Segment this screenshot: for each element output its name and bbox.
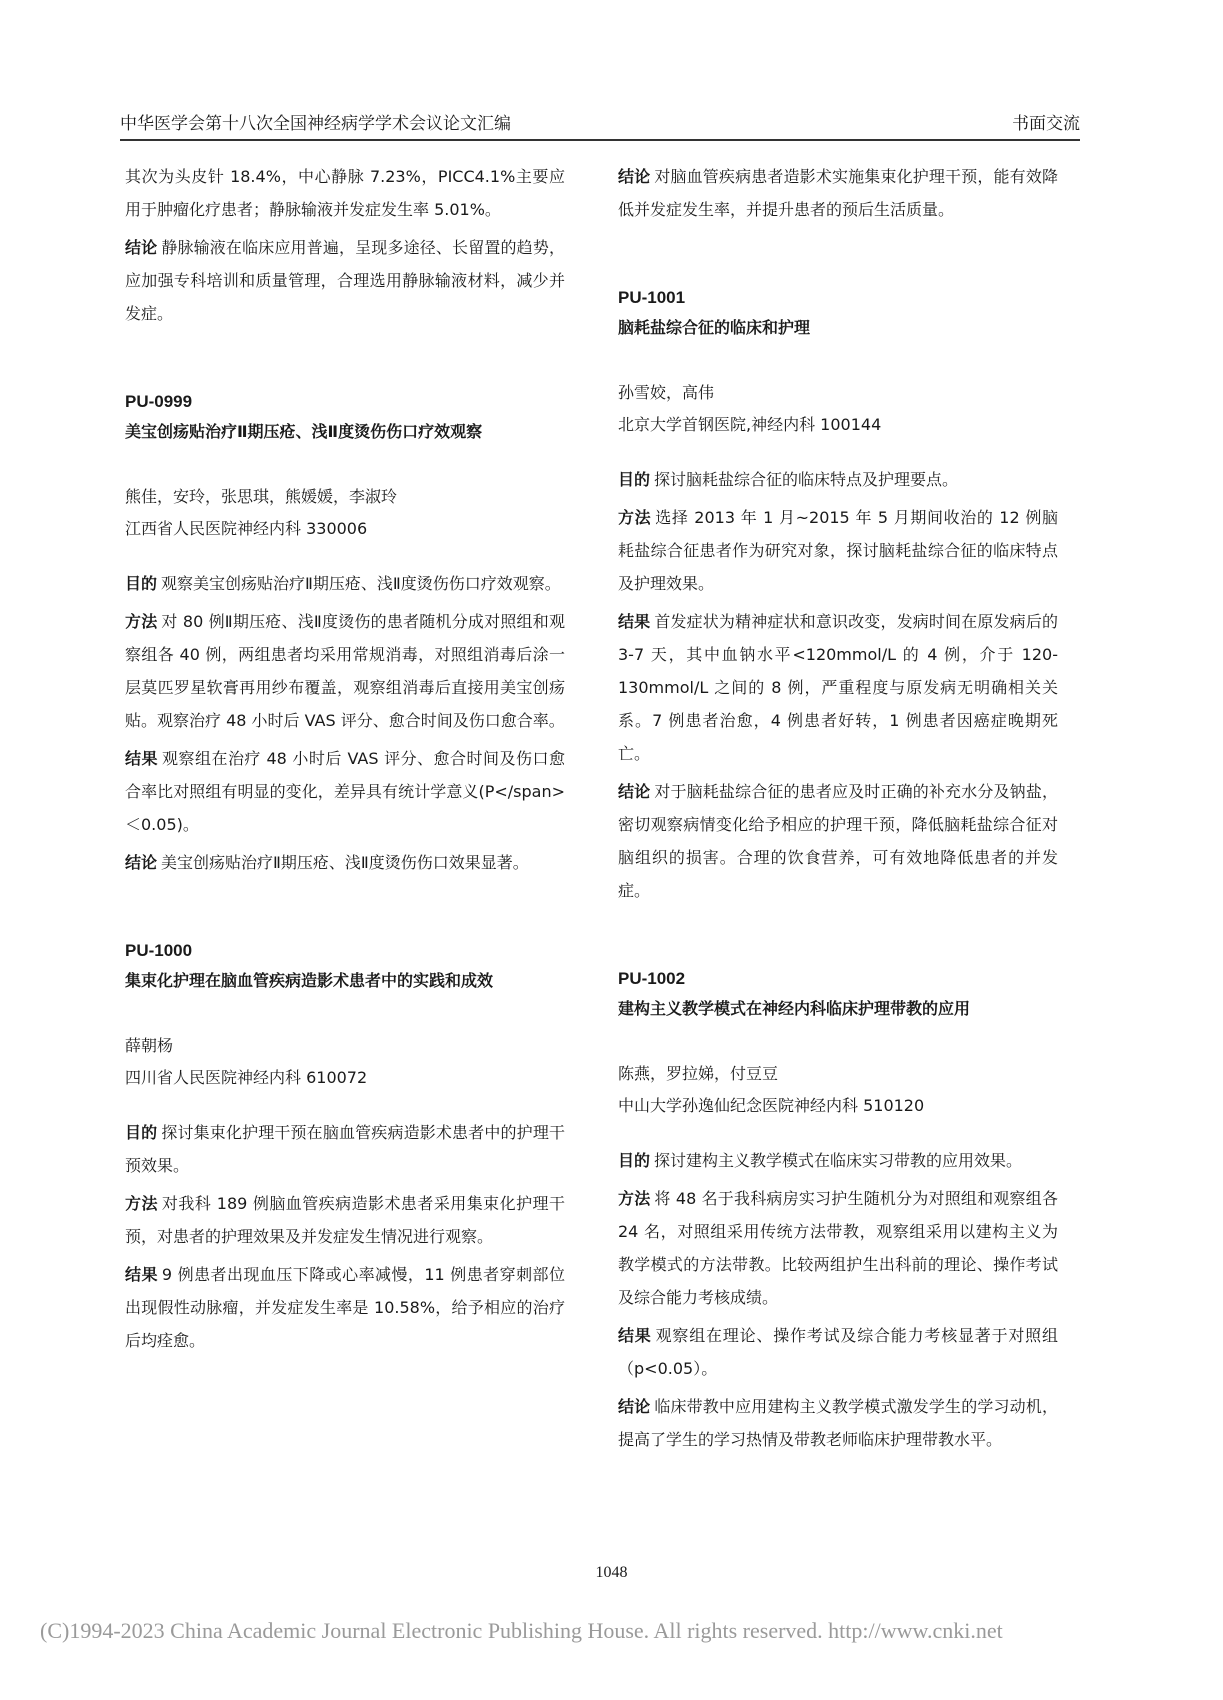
authors: 陈燕，罗拉娣，付豆豆 [618,1064,779,1083]
affiliation: 北京大学首钢医院,神经内科 100144 [618,415,882,434]
section-label: 结论 [618,1397,651,1416]
copyright-footer: (C)1994-2023 China Academic Journal Electronic Publishing House. All rights reserved. http://www.cnki.net [40,1618,1003,1643]
paragraph [618,1319,1058,1385]
section-label: 目的 [618,1151,651,1170]
abstract-code: PU-1000 [125,941,193,960]
paragraph [125,605,565,737]
section-label: 目的 [125,1123,158,1142]
left-column [125,160,565,1362]
section-label: 目的 [618,470,651,489]
abstract-pu-0999 [125,387,565,879]
section-label: 方法 [125,612,158,631]
paragraph [618,1390,1058,1456]
paragraph-text: 对我科 189 例脑血管疾病造影术患者采用集束化护理干预，对患者的护理效果及并发症发生情况进行观察。 [125,1194,565,1246]
proceedings-title: 中华医学会第十八次全国神经病学学术会议论文汇编 [120,114,511,134]
paragraph [618,605,1058,770]
paragraph-text: 首发症状为精神症状和意识改变，发病时间在原发病后的 3-7 天，其中血钠水平<120mmol/L 的 4 例，介于 120-130mmol/L 之间的 8 例，严重程度与原发病无明确相关关系。7 例患者治愈，4 例患者好转，1 例患者因癌症晚期死亡。 [618,612,1058,763]
paragraph [618,775,1058,907]
abstract-code: PU-0999 [125,392,193,411]
section-label: 结论 [618,782,651,801]
paragraph-text: 美宝创疡贴治疗Ⅱ期压疮、浅Ⅱ度烫伤伤口效果显著。 [161,853,529,872]
paragraph-text: 探讨建构主义教学模式在临床实习带教的应用效果。 [654,1151,1023,1170]
authors: 熊佳，安玲，张思琪，熊媛媛，李淑玲 [125,487,398,506]
paragraph-text: 观察组在理论、操作考试及综合能力考核显著于对照组（p<0.05）。 [618,1326,1058,1378]
paragraph [125,231,565,330]
section-label: 结论 [125,238,158,257]
section-label: 结果 [125,749,158,768]
paragraph [618,1144,1058,1177]
authors: 孙雪姣，高伟 [618,383,715,402]
paragraph [618,160,1058,226]
section-label: 方法 [618,508,652,527]
affiliation: 中山大学孙逸仙纪念医院神经内科 510120 [618,1096,925,1115]
paragraph [125,1258,565,1357]
abstract-pu-1001 [618,283,1058,907]
paragraph [618,1182,1058,1314]
abstract-pu-1000 [125,936,565,1357]
section-label: 结果 [125,1265,158,1284]
paragraph-text: 探讨集束化护理干预在脑血管疾病造影术患者中的护理干预效果。 [125,1123,565,1175]
abstract-title: 脑耗盐综合征的临床和护理 [618,318,811,337]
section-label: 方法 [125,1194,158,1213]
paragraph: 其次为头皮针 18.4%，中心静脉 7.23%，PICC4.1%主要应用于肿瘤化疗患者；静脉输液并发症发生率 5.01%。 [125,167,565,219]
paragraph-text: 对 80 例Ⅱ期压疮、浅Ⅱ度烫伤的患者随机分成对照组和观察组各 40 例，两组患者均采用常规消毒，对照组消毒后涂一层莫匹罗星软膏再用纱布覆盖，观察组消毒后直接用美宝创疡贴。观察治疗 48 小时后 VAS 评分、愈合时间及伤口愈合率。 [125,612,565,730]
authors: 薛朝杨 [125,1036,174,1055]
affiliation: 四川省人民医院神经内科 610072 [125,1068,368,1087]
paragraph-text: 9 例患者出现血压下降或心率减慢，11 例患者穿刺部位出现假性动脉瘤，并发症发生率是 10.58%，给予相应的治疗后均痊愈。 [125,1265,565,1350]
paragraph-text: 对于脑耗盐综合征的患者应及时正确的补充水分及钠盐，密切观察病情变化给予相应的护理干预，降低脑耗盐综合征对脑组织的损害。合理的饮食营养，可有效地降低患者的并发症。 [618,782,1058,900]
abstract-title: 建构主义教学模式在神经内科临床护理带教的应用 [618,999,971,1018]
paragraph-text: 观察组在治疗 48 小时后 VAS 评分、愈合时间及伤口愈合率比对照组有明显的变化，差异具有统计学意义(P</span>＜0.05)。 [125,749,565,834]
section-label: 方法 [618,1189,651,1208]
paragraph-text: 对脑血管疾病患者造影术实施集束化护理干预，能有效降低并发症发生率，并提升患者的预后生活质量。 [618,167,1058,219]
abstract-code: PU-1001 [618,288,686,307]
running-header [120,105,1080,141]
abstract-pu-1002 [618,964,1058,1456]
abstract-title: 美宝创疡贴治疗Ⅱ期压疮、浅Ⅱ度烫伤伤口疗效观察 [125,422,483,441]
paragraph-text: 选择 2013 年 1 月~2015 年 5 月期间收治的 12 例脑耗盐综合征患者作为研究对象，探讨脑耗盐综合征的临床特点及护理效果。 [618,508,1058,593]
paragraph-text: 观察美宝创疡贴治疗Ⅱ期压疮、浅Ⅱ度烫伤伤口疗效观察。 [161,574,561,593]
section-label: 结果 [618,612,651,631]
paragraph-text: 将 48 名于我科病房实习护生随机分为对照组和观察组各 24 名，对照组采用传统方法带教，观察组采用以建构主义为教学模式的方法带教。比较两组护生出科前的理论、操作考试及综合能力考核成绩。 [618,1189,1058,1307]
paragraph-text: 静脉输液在临床应用普遍，呈现多途径、长留置的趋势，应加强专科培训和质量管理，合理选用静脉输液材料，减少并发症。 [125,238,565,323]
section-label: 结果 [618,1326,652,1345]
paragraph [125,846,565,879]
section-label: 结论 [618,167,651,186]
abstract-title: 集束化护理在脑血管疾病造影术患者中的实践和成效 [125,971,494,990]
paragraph-text: 探讨脑耗盐综合征的临床特点及护理要点。 [654,470,959,489]
paragraph-text: 临床带教中应用建构主义教学模式激发学生的学习动机，提高了学生的学习热情及带教老师临床护理带教水平。 [618,1397,1058,1449]
right-column [618,160,1058,1461]
paragraph [125,1187,565,1253]
section-label: 目的 [125,574,158,593]
page-number: 1048 [595,1564,628,1581]
section-label: 结论 [125,853,158,872]
paragraph [618,501,1058,600]
paragraph [618,463,1058,496]
abstract-code: PU-1002 [618,969,686,988]
section-label: 书面交流 [1012,114,1080,134]
paragraph [125,567,565,600]
paragraph [125,1116,565,1182]
affiliation: 江西省人民医院神经内科 330006 [125,519,368,538]
paragraph [125,742,565,841]
